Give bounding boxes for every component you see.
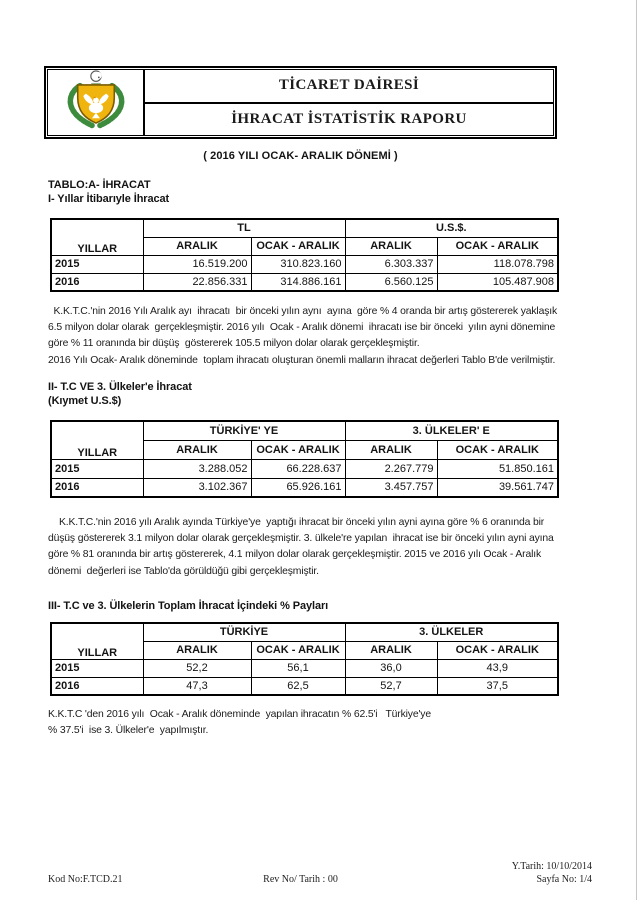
value-cell: 39.561.747	[437, 478, 558, 497]
year-cell: 2015	[51, 255, 143, 273]
department-title: TİCARET DAİRESİ	[278, 77, 420, 94]
col-header-dec: ARALIK	[345, 440, 437, 459]
section-a-paragraph: K.K.T.C.'nin 2016 Yılı Aralık ayı ihracatı bir önceki yılın aynı ayına göre % 4 oranda bir artış göstererek yaklaşık 6.5 milyon dolar olarak gerçekleşmiştir. 2016 yılı Ocak - Aralık dönemi ihracatı ise bir önceki yılın ayni dönemine göre % 11 oranında bir düşüş göstererek 105.5 milyon dolar olarak gerçekleşmiştir. 2016 Yılı Ocak- Aralık döneminde toplam ihracatı oluşturan önemli malların ihracat değerleri Tablo B'de verilmiştir.	[48, 306, 558, 366]
trnc-coat-of-arms-icon	[55, 69, 137, 136]
section-a-heading-line1: TABLO:A- İHRACAT	[48, 179, 151, 191]
col-group-3rd-countries: 3. ÜLKELER	[345, 623, 558, 641]
col-header-dec: ARALIK	[345, 237, 437, 255]
col-group-turkiye: TÜRKİYE	[143, 623, 345, 641]
value-cell: 65.926.161	[251, 478, 345, 497]
col-header-dec: ARALIK	[143, 440, 251, 459]
value-cell: 6.560.125	[345, 273, 437, 291]
section-b-heading	[48, 381, 192, 408]
col-header-years: YILLAR	[51, 623, 143, 659]
header-title-cell	[145, 70, 553, 135]
table-row	[51, 677, 558, 695]
col-header-jan-dec: OCAK - ARALIK	[437, 440, 558, 459]
section-c-heading	[48, 600, 328, 614]
report-period-subtitle: ( 2016 YILI OCAK- ARALIK DÖNEMİ )	[203, 150, 398, 162]
table-row	[51, 421, 558, 440]
table-a-exports-by-year	[50, 218, 559, 292]
section-b-heading-line2: (Kıymet U.S.$)	[48, 394, 122, 407]
table-row	[51, 659, 558, 677]
value-cell: 16.519.200	[143, 255, 251, 273]
footer-rev-no: Rev No/ Tarih : 00	[263, 874, 338, 885]
table-row	[51, 478, 558, 497]
table-c-percentage-shares	[50, 622, 559, 696]
section-b-heading-line1: II- T.C VE 3. Ülkeler'e İhracat	[48, 381, 192, 393]
value-cell: 62,5	[251, 677, 345, 695]
value-cell: 47,3	[143, 677, 251, 695]
value-cell: 66.228.637	[251, 459, 345, 478]
section-a-heading-line2: I- Yıllar İtibarıyle İhracat	[48, 192, 170, 205]
page-edge-line	[636, 0, 637, 900]
value-cell: 52,2	[143, 659, 251, 677]
col-group-3rd-countries: 3. ÜLKELER' E	[345, 421, 558, 440]
value-cell: 310.823.160	[251, 255, 345, 273]
footer-sayfa-no: Sayfa No: 1/4	[536, 874, 592, 885]
col-header-years: YILLAR	[51, 219, 143, 255]
table-b-exports-by-destination	[50, 420, 559, 498]
footer-kod-no: Kod No:F.TCD.21	[48, 874, 123, 885]
value-cell: 314.886.161	[251, 273, 345, 291]
value-cell: 2.267.779	[345, 459, 437, 478]
col-header-jan-dec: OCAK - ARALIK	[251, 641, 345, 659]
value-cell: 118.078.798	[437, 255, 558, 273]
col-group-turkiye: TÜRKİYE' YE	[143, 421, 345, 440]
value-cell: 3.288.052	[143, 459, 251, 478]
section-b-paragraph: K.K.T.C.'nin 2016 yılı Aralık ayında Türkiye'ye yaptığı ihracat bir önceki yılın ayni ayına göre % 6 oranında bir düşüş göstererek 3.1 milyon dolar olarak gerçekleşmiştir. 3. ülkele're yapılan ihracat ise bir önceki yılın ayni ayına göre % 81 oranında bir artış göstererek, 4.1 milyon dolar olarak gerçekleşmiştir. 2015 ve 2016 yılı Ocak - Aralık dönemi değerleri ise Tablo'da görüldüğü gibi gerçekleşmiştir.	[48, 517, 554, 577]
footer-y-tarih: Y.Tarih: 10/10/2014	[511, 861, 592, 872]
value-cell: 43,9	[437, 659, 558, 677]
table-row	[51, 273, 558, 291]
year-cell: 2015	[51, 659, 143, 677]
table-row	[51, 255, 558, 273]
value-cell: 6.303.337	[345, 255, 437, 273]
value-cell: 52,7	[345, 677, 437, 695]
year-cell: 2016	[51, 677, 143, 695]
value-cell: 51.850.161	[437, 459, 558, 478]
logo-cell	[48, 70, 145, 135]
value-cell: 36,0	[345, 659, 437, 677]
value-cell: 3.102.367	[143, 478, 251, 497]
section-a-heading	[48, 179, 169, 206]
year-cell: 2016	[51, 478, 143, 497]
footer-right-block	[512, 860, 592, 886]
year-cell: 2016	[51, 273, 143, 291]
value-cell: 3.457.757	[345, 478, 437, 497]
col-group-tl: TL	[143, 219, 345, 237]
table-row	[51, 623, 558, 641]
year-cell: 2015	[51, 459, 143, 478]
table-row	[51, 459, 558, 478]
col-header-years: YILLAR	[51, 421, 143, 459]
col-group-usd: U.S.$.	[345, 219, 558, 237]
section-c-paragraph: K.K.T.C 'den 2016 yılı Ocak - Aralık döneminde yapılan ihracatın % 62.5'i Türkiye'ye % 37.5'i ise 3. Ülkeler'e yapılmıştır.	[48, 709, 431, 736]
report-header-box	[44, 66, 557, 139]
section-c-heading-line1: III- T.C ve 3. Ülkelerin Toplam İhracat İçindeki % Payları	[48, 600, 329, 612]
value-cell: 105.487.908	[437, 273, 558, 291]
report-header-inner	[47, 69, 554, 136]
col-header-jan-dec: OCAK - ARALIK	[437, 641, 558, 659]
col-header-dec: ARALIK	[143, 641, 251, 659]
col-header-dec: ARALIK	[143, 237, 251, 255]
col-header-jan-dec: OCAK - ARALIK	[251, 237, 345, 255]
col-header-jan-dec: OCAK - ARALIK	[251, 440, 345, 459]
col-header-jan-dec: OCAK - ARALIK	[437, 237, 558, 255]
value-cell: 37,5	[437, 677, 558, 695]
value-cell: 56,1	[251, 659, 345, 677]
table-row	[51, 219, 558, 237]
value-cell: 22.856.331	[143, 273, 251, 291]
report-title: İHRACAT İSTATİSTİK RAPORU	[145, 102, 553, 136]
col-header-dec: ARALIK	[345, 641, 437, 659]
